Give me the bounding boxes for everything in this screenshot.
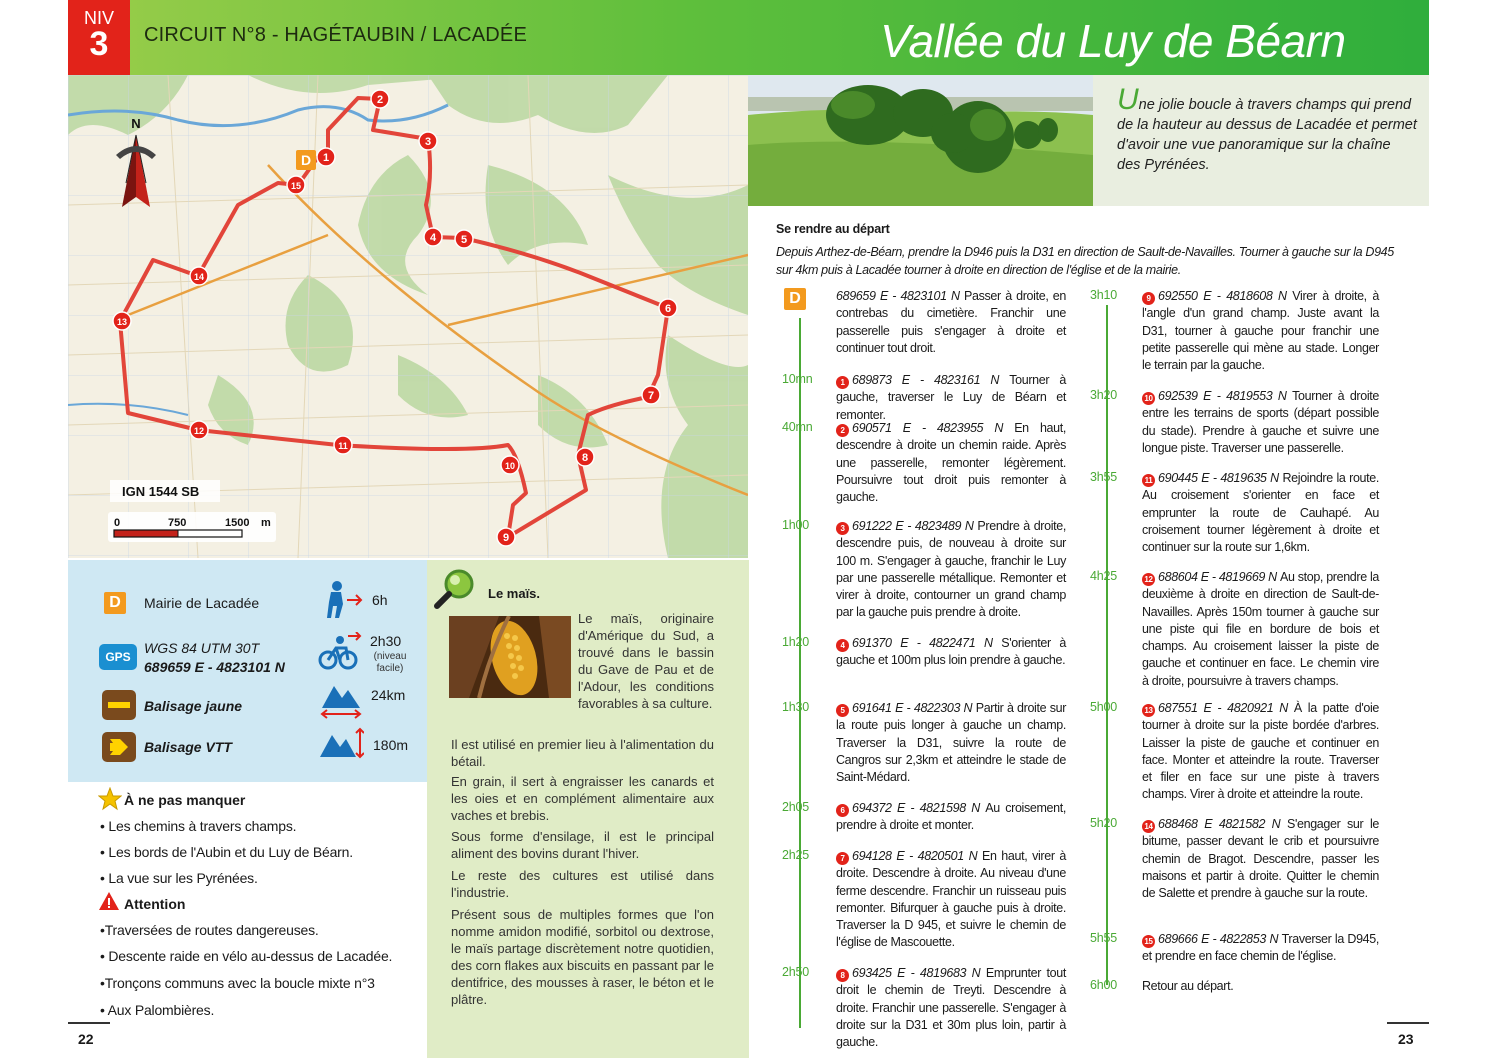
mais-p6: Présent sous de multiples formes que l'on nomme amidon modifié, sorbitol ou dextrose, le maïs partage discrètement notre quotidien, des corn flakes aux biscuits en passant par le dentifrice, des mousses à raser, le béton et le plâtre. bbox=[451, 907, 714, 1007]
step-time: 3h10 bbox=[1090, 288, 1118, 302]
waypoint-label: 10 bbox=[504, 461, 516, 471]
step-coord: 688604 E - 4819669 N bbox=[1158, 570, 1280, 584]
scale-label-750: 750 bbox=[168, 517, 187, 529]
step-text: Prendre à droite, descendre puis, de nouveau à droite sur 100 m. S'engager à gauche, franchir le Luy par une passerelle métallique. Remonter et virer à droite, contourner un grand champ par la gauche puis prendre à droite. bbox=[836, 519, 1066, 620]
step-coord: 689659 E - 4823101 N bbox=[836, 289, 965, 303]
step-6 bbox=[836, 800, 1066, 835]
step-time: 2h25 bbox=[782, 848, 810, 862]
step-text: Traverser la D945, et prendre en face chemin de l'église. bbox=[1142, 932, 1380, 964]
route-map bbox=[68, 75, 748, 558]
scale-label-1500: 1500 bbox=[225, 517, 250, 529]
bike-icon bbox=[318, 632, 362, 672]
waypoint-badge: 9 bbox=[1142, 292, 1155, 305]
step-coord: 692550 E - 4818608 N bbox=[1158, 289, 1293, 303]
page-rule-right bbox=[1387, 1022, 1429, 1024]
balisage-jaune-label: Balisage jaune bbox=[144, 698, 243, 714]
step-2 bbox=[836, 420, 1066, 506]
info-panel bbox=[68, 560, 427, 782]
step-text: Au croisement, prendre à droite et monter. bbox=[836, 801, 1067, 833]
waypoint-label: 1 bbox=[322, 152, 330, 164]
waypoint-label: 12 bbox=[193, 426, 205, 436]
timeline-right bbox=[1106, 305, 1108, 985]
step-text: À la patte d'oie tourner à droite sur la piste bordée d'arbres. Laisser la piste de gauche et continuer en face. Monter et atteindre la route. Traverser et filer en face sur une piste à travers champs. Virer à droite et atteindre la route. bbox=[1142, 701, 1379, 802]
level-label: NIV bbox=[83, 8, 114, 28]
waypoint-badge: 12 bbox=[1142, 573, 1155, 586]
mais-p2: Il est utilisé en premier lieu à l'alimentation du bétail. bbox=[451, 737, 714, 769]
step-1 bbox=[836, 372, 1066, 424]
step-time: 10mn bbox=[782, 372, 813, 386]
step-time: 40mn bbox=[782, 420, 813, 434]
bike-note-line2: facile) bbox=[376, 663, 404, 674]
step-13 bbox=[1142, 700, 1379, 804]
step-15 bbox=[1142, 931, 1379, 966]
waypoint-label: 5 bbox=[460, 234, 468, 246]
waypoint-badge: 15 bbox=[1142, 935, 1155, 948]
step-11 bbox=[1142, 470, 1379, 556]
start-icon: D bbox=[104, 592, 126, 614]
balisage-vtt-icon bbox=[102, 732, 136, 762]
step-text: S'orienter à gauche et 100m plus loin prendre à gauche. bbox=[836, 636, 1066, 668]
waypoint-badge: 10 bbox=[1142, 392, 1155, 405]
waypoint-badge: 5 bbox=[836, 704, 849, 717]
step-text: Tourner à droite entre les terrains de sports (départ possible du stade). Prendre à gauche et suivre une longue piste. Traverser une passerelle. bbox=[1142, 389, 1379, 455]
step-time: 4h25 bbox=[1090, 569, 1118, 583]
gps-coord: 689659 E - 4823101 N bbox=[144, 659, 285, 675]
step-10 bbox=[1142, 388, 1379, 457]
step-coord: 688468 E 4821582 N bbox=[1158, 817, 1287, 831]
bike-note bbox=[371, 651, 409, 675]
level-badge bbox=[68, 0, 130, 75]
step-coord: 689666 E - 4822853 N bbox=[1158, 932, 1282, 946]
step-text: En haut, virer à droite. Descendre à droite. Au niveau d'une ferme descendre. Franchir un ruisseau puis remonter. Bifurquer à gauche puis à droite. Traverser la D 945, et suivre le chemin de l'église de Mascouette. bbox=[836, 849, 1066, 950]
step-coord: 691370 E - 4822471 N bbox=[852, 636, 1002, 650]
step-time: 1h20 bbox=[782, 635, 810, 649]
step-text: Passer à droite, en contrebas du cimetière. Franchir une passerelle puis s'engager à droite et continuer tout droit. bbox=[836, 289, 1066, 355]
step-text: Emprunter tout droit le chemin de Treyti. Descendre à droite. Franchir une passerelle. S'engager à droite sur la D31 et 30m plus loin, partir à gauche. bbox=[836, 966, 1067, 1050]
step-14 bbox=[1142, 816, 1379, 902]
step-12 bbox=[1142, 569, 1379, 690]
start-location: Mairie de Lacadée bbox=[144, 595, 260, 611]
hiker-icon bbox=[321, 580, 365, 620]
step-text: Tourner à gauche, traverser le Luy de Béarn et remonter. bbox=[836, 373, 1066, 422]
page-number-left: 22 bbox=[78, 1031, 94, 1047]
step-text: S'engager sur le bitume, passer devant le crib et poursuivre chemin de Bragot. Descendre, passer les maisons et partir à droite. Quitter le chemin de Salette et prendre à gauche sur la route. bbox=[1142, 817, 1379, 901]
balisage-jaune-icon bbox=[102, 690, 136, 720]
step-text: En haut, descendre à droite un chemin raide. Après une passerelle, remonter légèrement. Poursuivre tout droit puis remonter à gauche. bbox=[836, 421, 1067, 505]
mais-p3: En grain, il sert à engraisser les canards et les oies et en complément alimentaire aux vaches et brebis. bbox=[451, 774, 714, 823]
step-coord: 694372 E - 4821598 N bbox=[852, 801, 986, 815]
step-coord: 691222 E - 4823489 N bbox=[852, 519, 978, 533]
highlight-item: • Les bords de l'Aubin et du Luy de Béarn. bbox=[100, 844, 353, 860]
corn-photo bbox=[449, 616, 571, 698]
bike-time: 2h30 bbox=[370, 633, 402, 649]
highlight-item: • Les chemins à travers champs. bbox=[100, 818, 297, 834]
waypoint-label: 9 bbox=[502, 532, 510, 544]
waypoint-label: 15 bbox=[290, 181, 302, 191]
intro-drop-cap: U bbox=[1117, 83, 1139, 116]
access-text: Depuis Arthez-de-Béarn, prendre la D946 puis la D31 en direction de Sault-de-Navailles. Tourner à gauche sur la D945 sur 4km puis à Lacadée tourner à droite en direction de l'église et de la mairie. bbox=[776, 245, 1394, 277]
waypoint-badge: 7 bbox=[836, 852, 849, 865]
circuit-title: CIRCUIT N°8 - HAGÉTAUBIN / LACADÉE bbox=[144, 24, 528, 46]
magnifier-icon bbox=[433, 566, 479, 610]
intro-body: ne jolie boucle à travers champs qui prend de la hauteur au dessus de Lacadée et permet d'avoir une vue panoramique sur la chaîne des Pyrénées. bbox=[1117, 97, 1417, 173]
step-time: 2h05 bbox=[782, 800, 810, 814]
attention-item: •Traversées de routes dangereuses. bbox=[100, 922, 319, 938]
waypoint-badge: 6 bbox=[836, 804, 849, 817]
mais-p5: Le reste des cultures est utilisé dans l'industrie. bbox=[451, 868, 714, 900]
step-time: 1h30 bbox=[782, 700, 810, 714]
step-coord: 689873 E - 4823161 N bbox=[852, 373, 1010, 387]
elevation-icon bbox=[318, 725, 364, 761]
map-svg bbox=[68, 75, 748, 558]
landscape-photo bbox=[748, 75, 1093, 206]
step-7 bbox=[836, 848, 1066, 952]
mais-title: Le maïs. bbox=[488, 586, 541, 601]
step-time: 6h00 bbox=[1090, 978, 1118, 992]
waypoint-badge: 2 bbox=[836, 424, 849, 437]
star-icon bbox=[98, 787, 122, 811]
waypoint-label: 7 bbox=[647, 390, 655, 402]
access-heading: Se rendre au départ bbox=[776, 222, 890, 236]
step-time: 5h20 bbox=[1090, 816, 1118, 830]
step-9 bbox=[1142, 288, 1379, 374]
step-5 bbox=[836, 700, 1066, 786]
step-time: 5h00 bbox=[1090, 700, 1118, 714]
step-coord: 687551 E - 4820921 N bbox=[1158, 701, 1294, 715]
step-8 bbox=[836, 965, 1066, 1051]
step-4 bbox=[836, 635, 1066, 670]
step-text: Partir à droite sur la route puis longer à gauche un champ. Traverser la D31, suivre la route de Cangros sur 2,3km et atteindre le stade de Saint-Médard. bbox=[836, 701, 1067, 785]
mais-p4: Sous forme d'ensilage, il est le principal aliment des bovins durant l'hiver. bbox=[451, 829, 714, 861]
distance: 24km bbox=[371, 687, 406, 703]
waypoint-label: 2 bbox=[376, 94, 384, 106]
waypoint-label: 4 bbox=[429, 232, 437, 244]
mais-p1 bbox=[578, 610, 714, 712]
step-coord: 694128 E - 4820501 N bbox=[852, 849, 982, 863]
warning-icon bbox=[98, 891, 120, 911]
mais-p1-text: Le maïs, originaire d'Amérique du Sud, a trouvé dans le bassin du Gave de Pau et de l'Adour, les conditions favorables à sa culture. bbox=[578, 611, 714, 711]
waypoint-badge: 14 bbox=[1142, 820, 1155, 833]
step-time: 1h00 bbox=[782, 518, 810, 532]
waypoint-label: 11 bbox=[338, 441, 348, 451]
waypoint-label: 6 bbox=[664, 303, 672, 315]
region-title: Vallée du Luy de Béarn bbox=[880, 15, 1346, 67]
step-D bbox=[836, 288, 1066, 357]
ign-label: IGN 1544 SB bbox=[122, 484, 200, 499]
start-marker-label: D bbox=[300, 152, 312, 168]
step-3 bbox=[836, 518, 1066, 622]
waypoint-badge: 11 bbox=[1142, 474, 1155, 487]
intro-text bbox=[1117, 83, 1417, 175]
bike-note-line1: (niveau bbox=[373, 651, 407, 662]
waypoint-label: 13 bbox=[116, 317, 128, 327]
elevation: 180m bbox=[373, 737, 409, 753]
waypoint-badge: 3 bbox=[836, 522, 849, 535]
waypoint-badge: 4 bbox=[836, 639, 849, 652]
waypoint-badge: 1 bbox=[836, 376, 849, 389]
balisage-vtt-label: Balisage VTT bbox=[144, 739, 232, 755]
highlights-heading: À ne pas manquer bbox=[124, 792, 246, 808]
gps-system: WGS 84 UTM 30T bbox=[144, 640, 260, 656]
attention-item: • Aux Palombières. bbox=[100, 1002, 215, 1018]
page-number-right: 23 bbox=[1398, 1031, 1414, 1047]
step-time: 2h50 bbox=[782, 965, 810, 979]
step-text: Virer à droite, à l'angle d'un grand champ. Juste avant la D31, tourner à gauche pour franchir une petite passerelle qui mène au stade. Longer le terrain par la gauche. bbox=[1142, 289, 1380, 373]
start-step-icon: D bbox=[784, 288, 806, 310]
highlight-item: • La vue sur les Pyrénées. bbox=[100, 870, 258, 886]
waypoint-label: 8 bbox=[581, 452, 589, 464]
step-coord: 693425 E - 4819683 N bbox=[852, 966, 986, 980]
step-coord: 690445 E - 4819635 N bbox=[1158, 471, 1283, 485]
waypoint-badge: 8 bbox=[836, 969, 849, 982]
attention-heading: Attention bbox=[124, 896, 186, 912]
level-number: 3 bbox=[89, 25, 109, 63]
step-time: 3h20 bbox=[1090, 388, 1118, 402]
step-text: Au stop, prendre la deuxième à droite en direction de Sault-de-Navailles. Après 150m tourner à gauche sur une piste qui file en bordure de bois et champs. Au croisement laisser la piste de gauche et continuer en face. Le chemin vire à droite, poursuivre à travers champs. bbox=[1142, 570, 1379, 688]
step-time: 5h55 bbox=[1090, 931, 1118, 945]
step-time: 3h55 bbox=[1090, 470, 1118, 484]
step-coord: 690571 E - 4823955 N bbox=[852, 421, 1015, 435]
distance-icon bbox=[318, 680, 364, 720]
scale-label-unit: m bbox=[261, 517, 271, 529]
step-text: Retour au départ. bbox=[1142, 979, 1234, 993]
waypoint-badge: 13 bbox=[1142, 704, 1155, 717]
step-end bbox=[1142, 978, 1379, 995]
walk-time: 6h bbox=[372, 592, 388, 608]
page-rule-left bbox=[68, 1022, 110, 1024]
attention-item: •Tronçons communs avec la boucle mixte n°3 bbox=[100, 975, 375, 991]
step-text: Rejoindre la route. Au croisement s'orienter en face et emprunter la route de Cauhapé. Au croisement tourner légèrement à droite et continuer sur la route sur 1,6km. bbox=[1142, 471, 1379, 555]
step-coord: 692539 E - 4819553 N bbox=[1158, 389, 1293, 403]
waypoint-label: 3 bbox=[424, 136, 432, 148]
north-label: N bbox=[131, 116, 141, 131]
gps-icon: GPS bbox=[99, 644, 137, 670]
mais-panel bbox=[427, 560, 749, 1058]
scale-label-0: 0 bbox=[114, 517, 121, 529]
attention-item: • Descente raide en vélo au-dessus de Lacadée. bbox=[100, 948, 393, 964]
waypoint-label: 14 bbox=[193, 272, 205, 282]
step-coord: 691641 E - 4822303 N bbox=[852, 701, 976, 715]
